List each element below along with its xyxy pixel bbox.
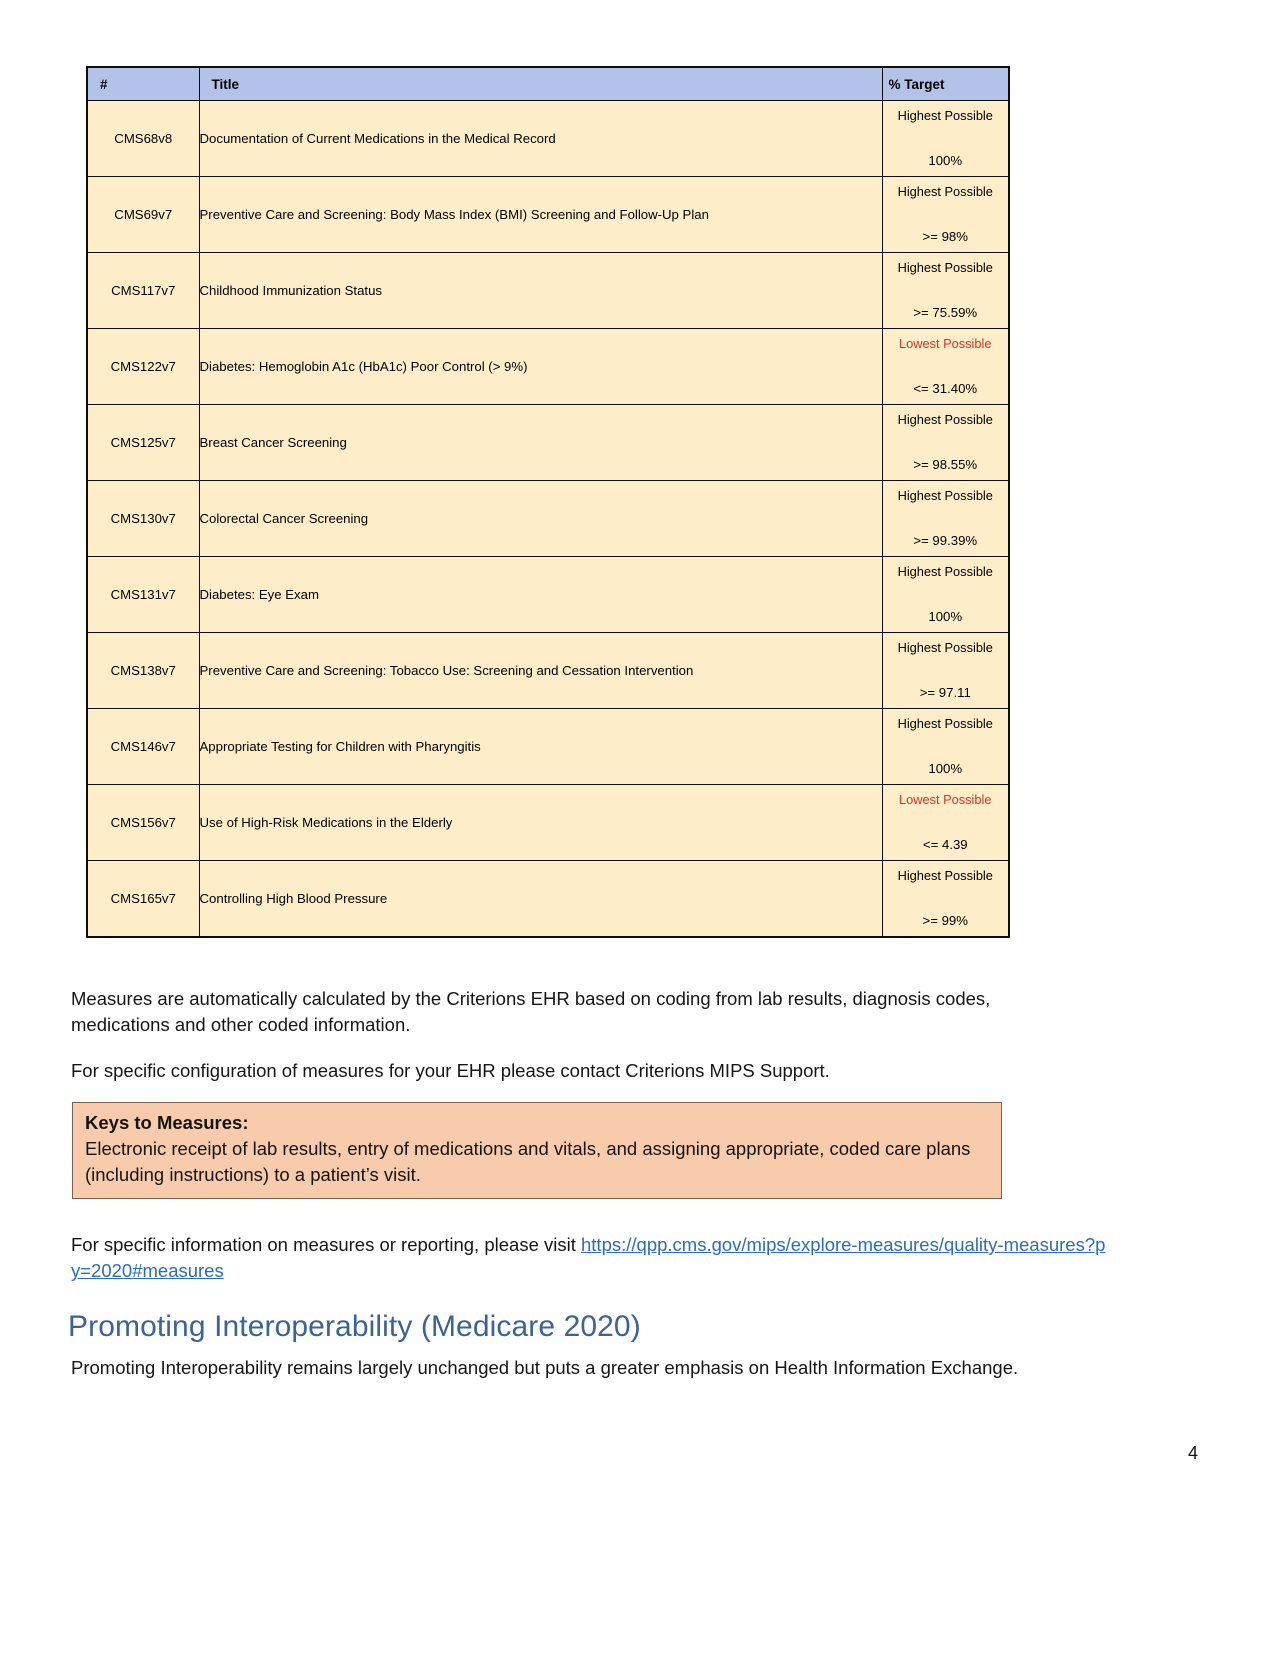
table-row [87, 785, 1009, 861]
target-direction-label: Highest Possible [897, 639, 993, 655]
target-direction-label: Highest Possible [897, 259, 993, 275]
target-threshold-value: 100% [928, 152, 963, 168]
target-threshold-value: >= 98.55% [913, 456, 978, 472]
table-row [87, 709, 1009, 785]
cell-measure-title: Childhood Immunization Status [199, 253, 882, 329]
qpp-measures-link[interactable]: https://qpp.cms.gov/mips/explore-measures/quality-measures?py=2020#measures [71, 1234, 1106, 1282]
target-threshold-value: 100% [928, 608, 963, 624]
target-direction-label: Highest Possible [897, 487, 993, 503]
target-threshold-value: >= 99.39% [913, 532, 978, 548]
table-row [87, 557, 1009, 633]
cell-measure-title: Preventive Care and Screening: Tobacco Use: Screening and Cessation Intervention [199, 633, 882, 709]
target-stack [883, 487, 1009, 551]
cell-measure-target [882, 481, 1009, 557]
target-direction-label: Highest Possible [897, 867, 993, 883]
table-header-row [87, 67, 1009, 101]
measures-table [86, 66, 1010, 938]
target-direction-label: Lowest Possible [899, 335, 992, 351]
cell-measure-title: Preventive Care and Screening: Body Mass Index (BMI) Screening and Follow-Up Plan [199, 177, 882, 253]
cell-measure-number: CMS68v8 [87, 101, 199, 177]
keys-to-measures-title: Keys to Measures: [85, 1112, 249, 1133]
target-threshold-value: >= 97.11 [919, 684, 971, 700]
table-row [87, 481, 1009, 557]
measures-table-container [86, 66, 1008, 938]
target-stack [883, 411, 1009, 475]
table-row [87, 405, 1009, 481]
target-direction-label: Highest Possible [897, 183, 993, 199]
cell-measure-target [882, 329, 1009, 405]
cell-measure-number: CMS117v7 [87, 253, 199, 329]
column-header-number: # [87, 67, 199, 101]
target-direction-label: Highest Possible [897, 107, 993, 123]
target-stack [883, 715, 1009, 779]
paragraph-contact-support: For specific configuration of measures for your EHR please contact Criterions MIPS Support. [71, 1060, 830, 1081]
paragraph-promoting-interoperability: Promoting Interoperability remains largely unchanged but puts a greater emphasis on Health Information Exchange. [71, 1357, 1019, 1378]
cell-measure-target [882, 861, 1009, 938]
table-row [87, 329, 1009, 405]
cell-measure-number: CMS131v7 [87, 557, 199, 633]
cell-measure-title: Use of High-Risk Medications in the Elderly [199, 785, 882, 861]
cell-measure-target [882, 253, 1009, 329]
target-threshold-value: 100% [928, 760, 963, 776]
cell-measure-target [882, 557, 1009, 633]
target-direction-label: Lowest Possible [899, 791, 992, 807]
cell-measure-target [882, 405, 1009, 481]
column-header-title: Title [199, 67, 882, 101]
cell-measure-title: Appropriate Testing for Children with Pharyngitis [199, 709, 882, 785]
cell-measure-title: Documentation of Current Medications in the Medical Record [199, 101, 882, 177]
target-threshold-value: >= 99% [922, 912, 968, 928]
cell-measure-number: CMS125v7 [87, 405, 199, 481]
table-row [87, 101, 1009, 177]
target-threshold-value: >= 98% [922, 228, 968, 244]
cell-measure-number: CMS146v7 [87, 709, 199, 785]
paragraph-more-information [71, 1232, 1113, 1285]
cell-measure-number: CMS122v7 [87, 329, 199, 405]
cell-measure-target [882, 709, 1009, 785]
cell-measure-number: CMS138v7 [87, 633, 199, 709]
target-stack [883, 867, 1009, 931]
target-threshold-value: >= 75.59% [913, 304, 978, 320]
page-number: 4 [1187, 1443, 1198, 1463]
target-stack [883, 563, 1009, 627]
cell-measure-target [882, 101, 1009, 177]
cell-measure-title: Diabetes: Hemoglobin A1c (HbA1c) Poor Control (> 9%) [199, 329, 882, 405]
target-threshold-value: <= 31.40% [913, 380, 978, 396]
target-stack [883, 639, 1009, 703]
cell-measure-target [882, 633, 1009, 709]
cell-measure-title: Controlling High Blood Pressure [199, 861, 882, 938]
keys-to-measures-box [72, 1102, 1002, 1199]
section-heading-promoting-interoperability: Promoting Interoperability (Medicare 2020) [68, 1310, 641, 1343]
cell-measure-number: CMS165v7 [87, 861, 199, 938]
cell-measure-target [882, 785, 1009, 861]
table-row [87, 253, 1009, 329]
target-stack [883, 791, 1009, 855]
keys-to-measures-body: Electronic receipt of lab results, entry of medications and vitals, and assigning appropriate, coded care plans (including instructions) to a patient’s visit. [85, 1137, 971, 1186]
target-stack [883, 183, 1009, 247]
target-stack [883, 107, 1009, 171]
cell-measure-title: Diabetes: Eye Exam [199, 557, 882, 633]
table-header [87, 67, 1009, 101]
target-direction-label: Highest Possible [897, 411, 993, 427]
cell-measure-number: CMS130v7 [87, 481, 199, 557]
table-row [87, 177, 1009, 253]
paragraph-measures-calculated: Measures are automatically calculated by the Criterions EHR based on coding from lab results, diagnosis codes, medications and other coded information. [71, 988, 991, 1036]
cell-measure-target [882, 177, 1009, 253]
target-stack [883, 335, 1009, 399]
target-threshold-value: <= 4.39 [922, 836, 968, 852]
cell-measure-title: Colorectal Cancer Screening [199, 481, 882, 557]
target-direction-label: Highest Possible [897, 563, 993, 579]
cell-measure-number: CMS69v7 [87, 177, 199, 253]
paragraph-more-information-prefix: For specific information on measures or reporting, please visit [71, 1234, 581, 1255]
target-direction-label: Highest Possible [897, 715, 993, 731]
table-row [87, 861, 1009, 938]
cell-measure-title: Breast Cancer Screening [199, 405, 882, 481]
cell-measure-number: CMS156v7 [87, 785, 199, 861]
table-body [87, 101, 1009, 938]
column-header-target: % Target [882, 67, 1009, 101]
table-row [87, 633, 1009, 709]
target-stack [883, 259, 1009, 323]
